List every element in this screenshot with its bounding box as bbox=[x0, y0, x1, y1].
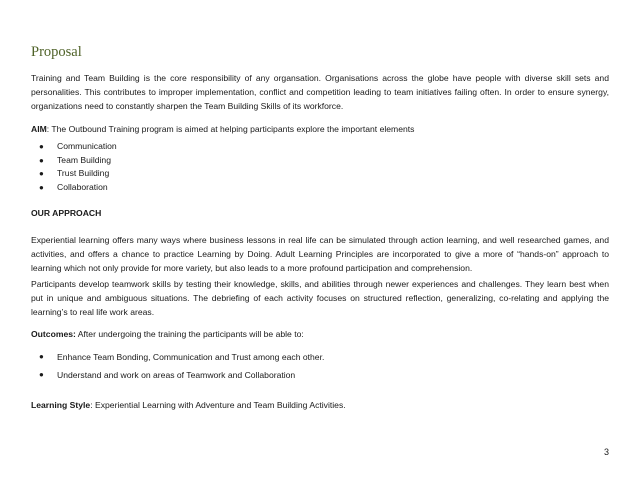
page-number: 3 bbox=[603, 447, 609, 457]
aim-line bbox=[31, 122, 414, 136]
bullet-icon: ● bbox=[39, 142, 44, 151]
list-item: ● Enhance Team Bonding, Communication and Trust among each other. bbox=[31, 348, 324, 366]
outcomes-text: After undergoing the training the participants will be able to: bbox=[75, 329, 304, 339]
aim-text: : The Outbound Training program is aimed at helping participants explore the important elements bbox=[46, 124, 415, 134]
approach-paragraph-1: Experiential learning offers many ways where business lessons in real life can be simulated through action learning, and well researched games, and activities, and offers a chance to practice Learning by Doing. Adult Learning Principles are incorporated to give a more of “hands-on” approach to learning which not only provide for more variety, but also leads to a more profound participation and comprehension. bbox=[31, 235, 609, 273]
list-item: ● Collaboration bbox=[31, 181, 117, 195]
list-item: ● Trust Building bbox=[31, 167, 117, 181]
outcomes-list bbox=[31, 348, 324, 384]
learning-style-text: : Experiential Learning with Adventure and Team Building Activities. bbox=[90, 400, 346, 410]
bullet-icon: ● bbox=[39, 370, 44, 379]
learning-style-line bbox=[31, 398, 346, 412]
bullet-icon: ● bbox=[39, 155, 44, 165]
outcomes-label: Outcomes: bbox=[31, 329, 76, 339]
learning-style-label: Learning Style bbox=[31, 400, 91, 410]
bullet-icon: ● bbox=[39, 169, 44, 178]
list-item: ● Communication bbox=[31, 140, 117, 154]
page-heading: Proposal bbox=[31, 44, 82, 60]
intro-paragraph: Training and Team Building is the core responsibility of any organsation. Organisations across the globe have people with diverse skill sets and personalities. This contributes to improper implementation, conflict and competition leading to team initiatives failing often. In order to ensure synergy, organizations need to constantly sharpen the Team Building Skills of its workforce. bbox=[31, 73, 609, 111]
list-item: ● Team Building bbox=[31, 154, 117, 168]
approach-title: OUR APPROACH bbox=[31, 208, 102, 218]
outcomes-line bbox=[31, 327, 304, 341]
list-item: ● Understand and work on areas of Teamwork and Collaboration bbox=[31, 366, 324, 384]
bullet-icon: ● bbox=[39, 352, 44, 361]
approach-paragraph-2: Participants develop teamwork skills by testing their knowledge, skills, and abilities through newer experiences and challenges. They learn best when put in unique and ambiguous situations. The debriefing of each activity focuses on structured reflection, generalizing, co-relating and applying the learning’s to real life work areas. bbox=[31, 279, 609, 317]
aim-label: AIM bbox=[31, 124, 47, 134]
aim-list bbox=[31, 140, 117, 194]
bullet-icon: ● bbox=[39, 182, 44, 192]
